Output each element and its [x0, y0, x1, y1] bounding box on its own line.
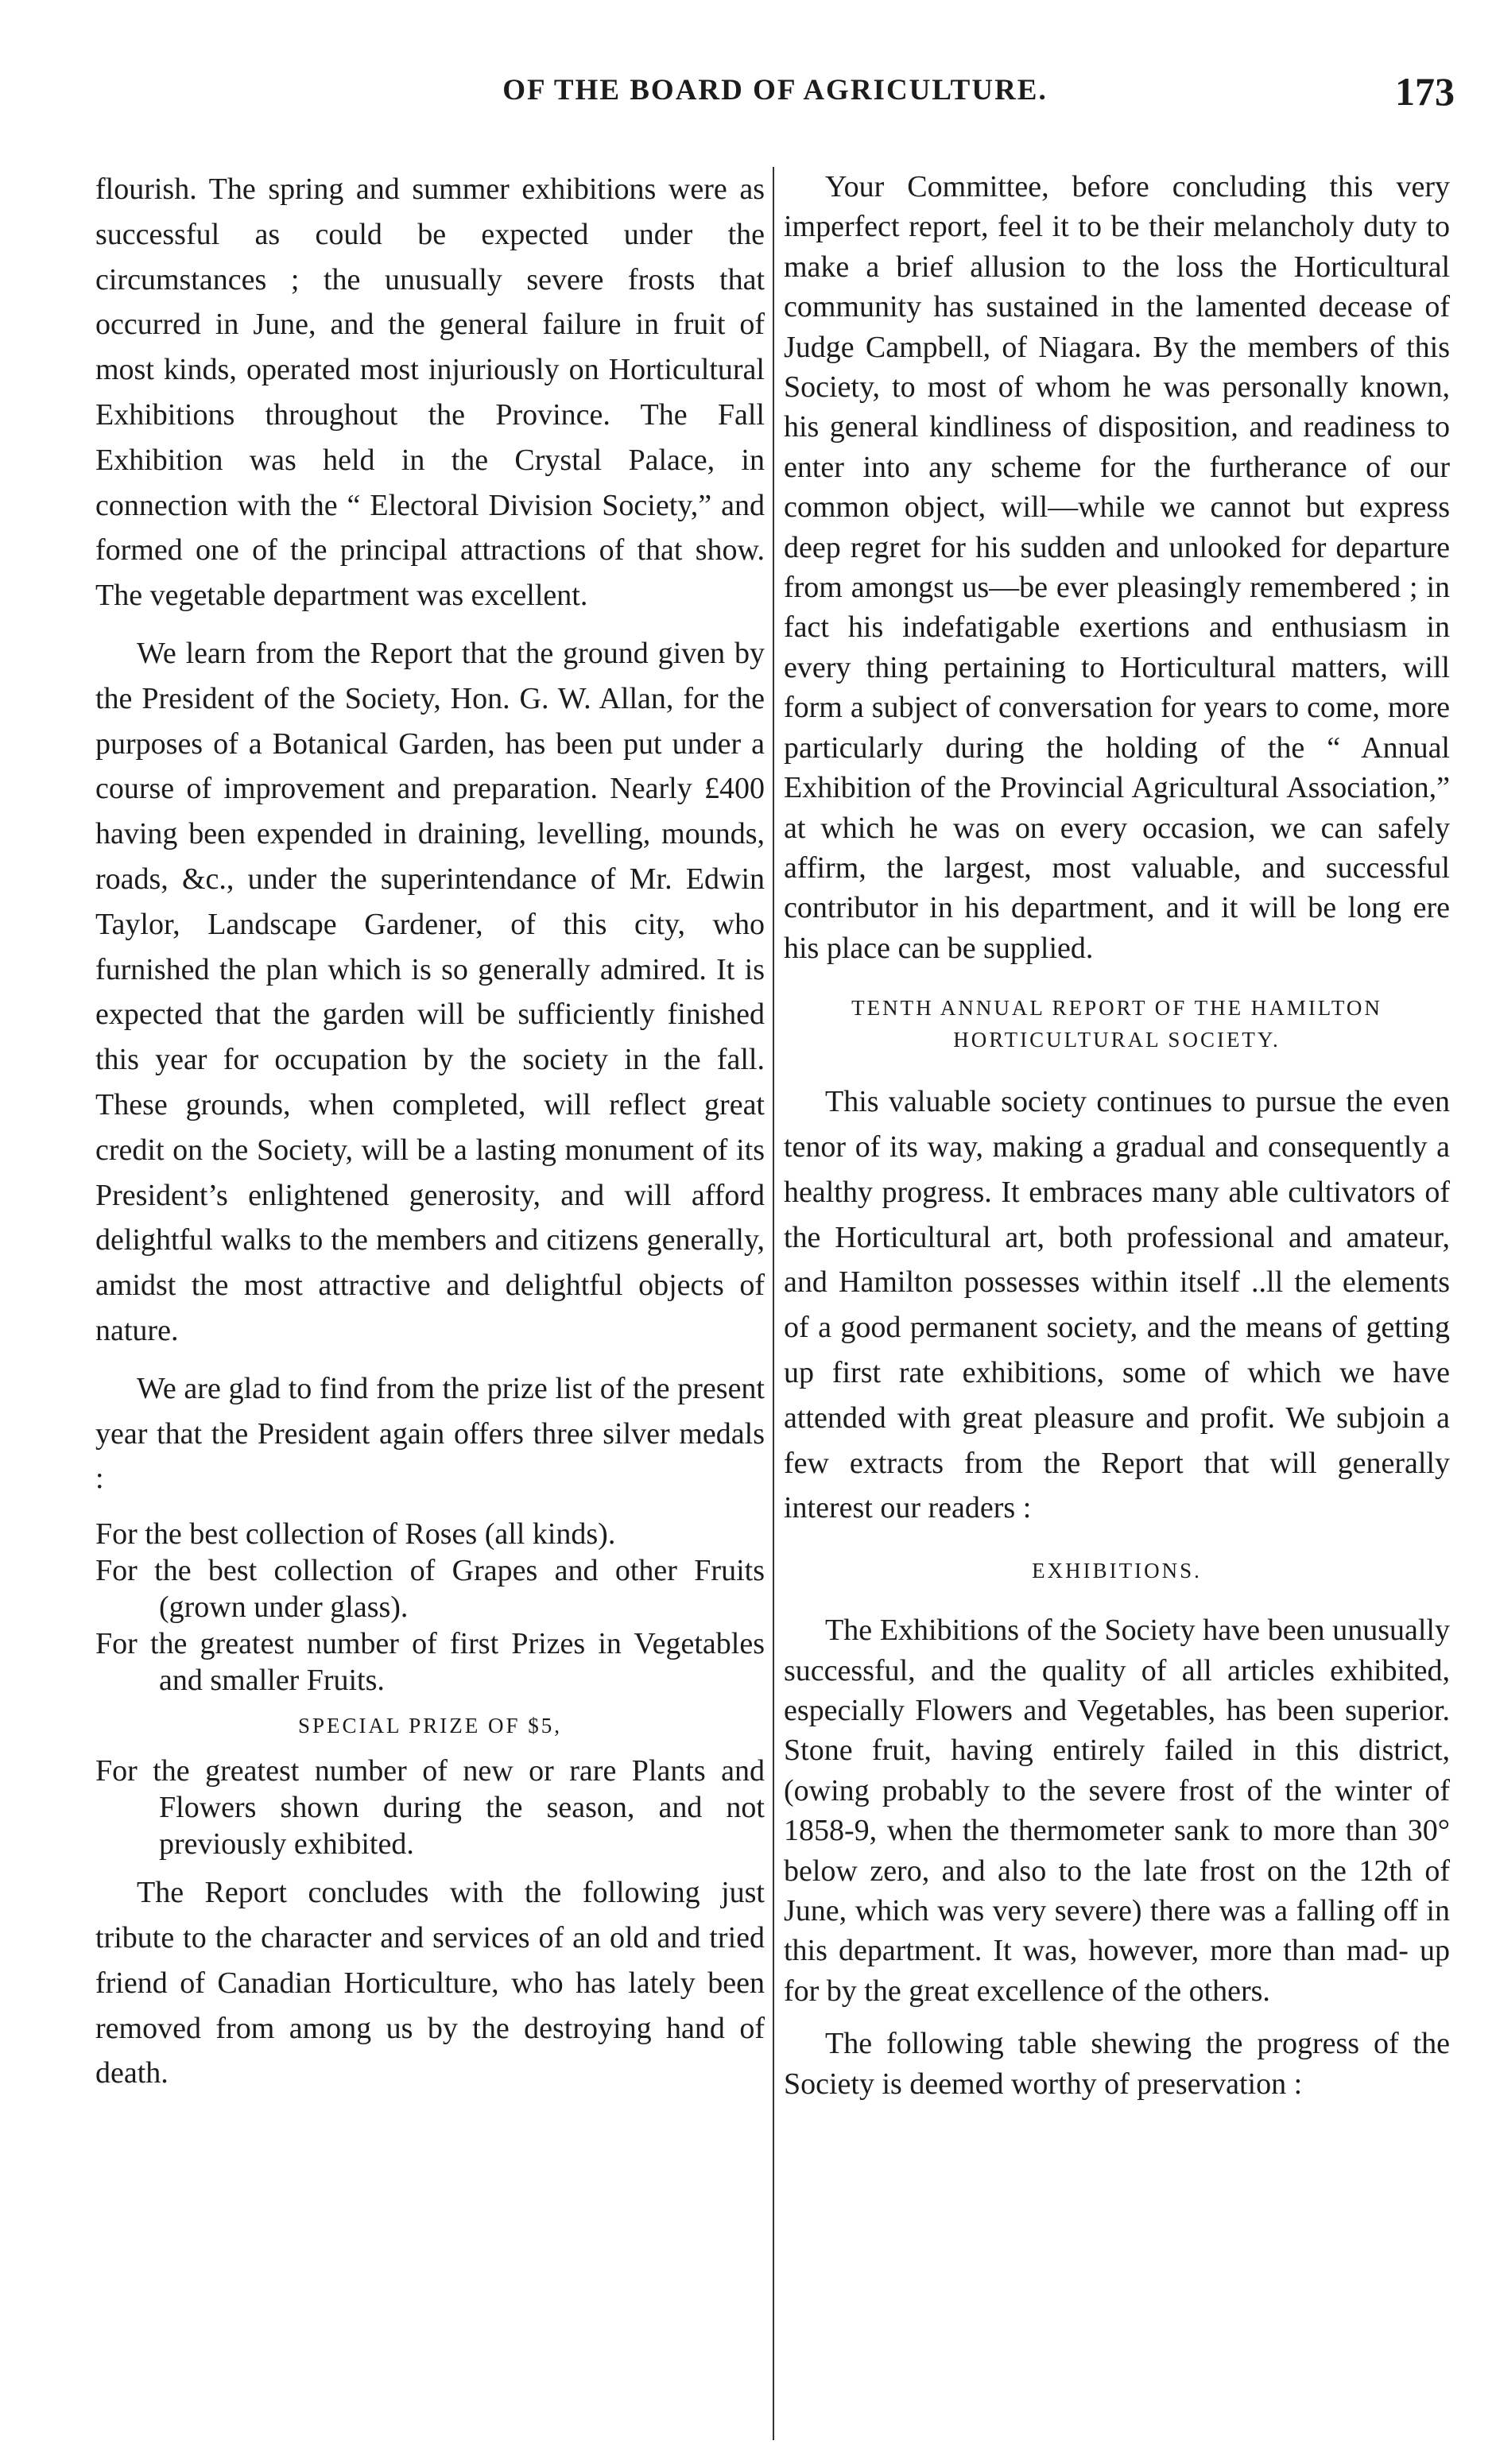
prize-list — [95, 1516, 765, 1862]
right-paragraph-4: The following table shewing the progress of the Society is deemed worthy of preservation : — [784, 2027, 1450, 2101]
right-paragraph-1: Your Committee, before concluding this very imperfect report, feel it to be their melancholy duty to make a brief allusion to the loss the Horticultural community has sustained in the lamented decease of Judge Campbell, of Niagara. By the members of this Society, to most of whom he was personally known, his general kindliness of disposition, and readiness to enter into any scheme for the furtherance of our common object, will—while we cannot but express deep regret for his sudden and unlooked for departure from amongst us—be ever pleasingly remembered ; in fact his indefatigable exertions and enthusiasm in every thing pertaining to Horticultural matters, will form a subject of conversation for years to come, more particularly during the holding of the “ Annual Exhibition of the Provincial Agricultural Association,” at which he was on every occasion, we can safely affirm, the largest, most valuable, and successful contributor in his department, and it will be long ere his place can be supplied. — [784, 170, 1450, 965]
report-heading-line-1: TENTH ANNUAL REPORT OF THE HAMILTON — [851, 996, 1382, 1021]
prize-item-roses: For the best collection of Roses (all kinds). — [95, 1517, 616, 1552]
page-number: 173 — [1395, 69, 1455, 114]
left-paragraph-1: flourish. The spring and summer exhibitions were as successful as could be expected under the circumstances ; the unusually severe frosts that occurred in June, and the general failure in fruit of most kinds, operated most injuriously on Horticultural Exhibitions throughout the Province. The Fall Exhibition was held in the Crystal Palace, in connection with the “ Electoral Division Society,” and formed one of the principal attractions of that show. The vegetable department was excellent. — [95, 172, 765, 613]
left-paragraph-3: We are glad to find from the prize list of the present year that the President again offers three silver medals : — [95, 1371, 765, 1496]
running-head: OF THE BOARD OF AGRICULTURE. — [502, 74, 1048, 107]
right-column — [784, 167, 1450, 2104]
prize-item-vegetables: For the greatest number of first Prizes in Vegetables and smaller Fruits. — [95, 1627, 765, 1698]
left-paragraph-2: We learn from the Report that the ground given by the President of the Society, Hon. G. W. Allan, for the purposes of a Botanical Garden, has been put under a course of improvement and preparation. Nearly £400 having been expended in draining, levelling, mounds, roads, &c., under the superintendance of Mr. Edwin Taylor, Landscape Gardener, of this city, who furnished the plan which is so generally admired. It is expected that the garden will be sufficiently finished this year for occupation by the society in the fall. These grounds, when completed, will reflect great credit on the Society, will be a lasting monument of its President’s enlightened generosity, and will afford delightful walks to the members and citizens generally, amidst the most attractive and delightful objects of nature. — [95, 636, 765, 1347]
report-heading — [784, 992, 1450, 1056]
page-header — [95, 69, 1455, 129]
right-paragraph-3: The Exhibitions of the Society have been unusually successful, and the quality of all articles exhibited, especially Flowers and Vegetables, has been superior. Stone fruit, having entirely failed in this district, (owing probably to the severe frost of the winter of 1858-9, when the thermometer sank to more than 30° below zero, and also to the late frost on the 12th of June, which was very severe) there was a falling off in this department. It was, however, more than mad- up for by the great excellence of the others. — [784, 1614, 1450, 2008]
special-prize-heading: SPECIAL PRIZE OF $5, — [297, 1714, 563, 1738]
left-column — [95, 167, 765, 2096]
special-prize-item: For the greatest number of new or rare Plants and Flowers shown during the season, and not previously exhibited. — [95, 1754, 765, 1862]
column-rule — [773, 167, 774, 2440]
report-heading-line-2: HORTICULTURAL SOCIETY. — [953, 1028, 1281, 1052]
exhibitions-heading: EXHIBITIONS. — [1032, 1559, 1202, 1583]
prize-item-grapes: For the best collection of Grapes and other Fruits (grown under glass). — [95, 1554, 765, 1625]
left-paragraph-4: The Report concludes with the following just tribute to the character and services of an old and tried friend of Canadian Horticulture, who has lately been removed from among us by the destroying hand of death. — [95, 1876, 765, 2090]
right-paragraph-2: This valuable society continues to pursue the even tenor of its way, making a gradual and consequently a healthy progress. It embraces many able cultivators of the Horticultural art, both professional and amateur, and Hamilton possesses within itself ..ll the elements of a good permanent society, and the means of getting up first rate exhibitions, some of which we have attended with great pleasure and profit. We subjoin a few extracts from the Report that will generally interest our readers : — [784, 1085, 1450, 1525]
